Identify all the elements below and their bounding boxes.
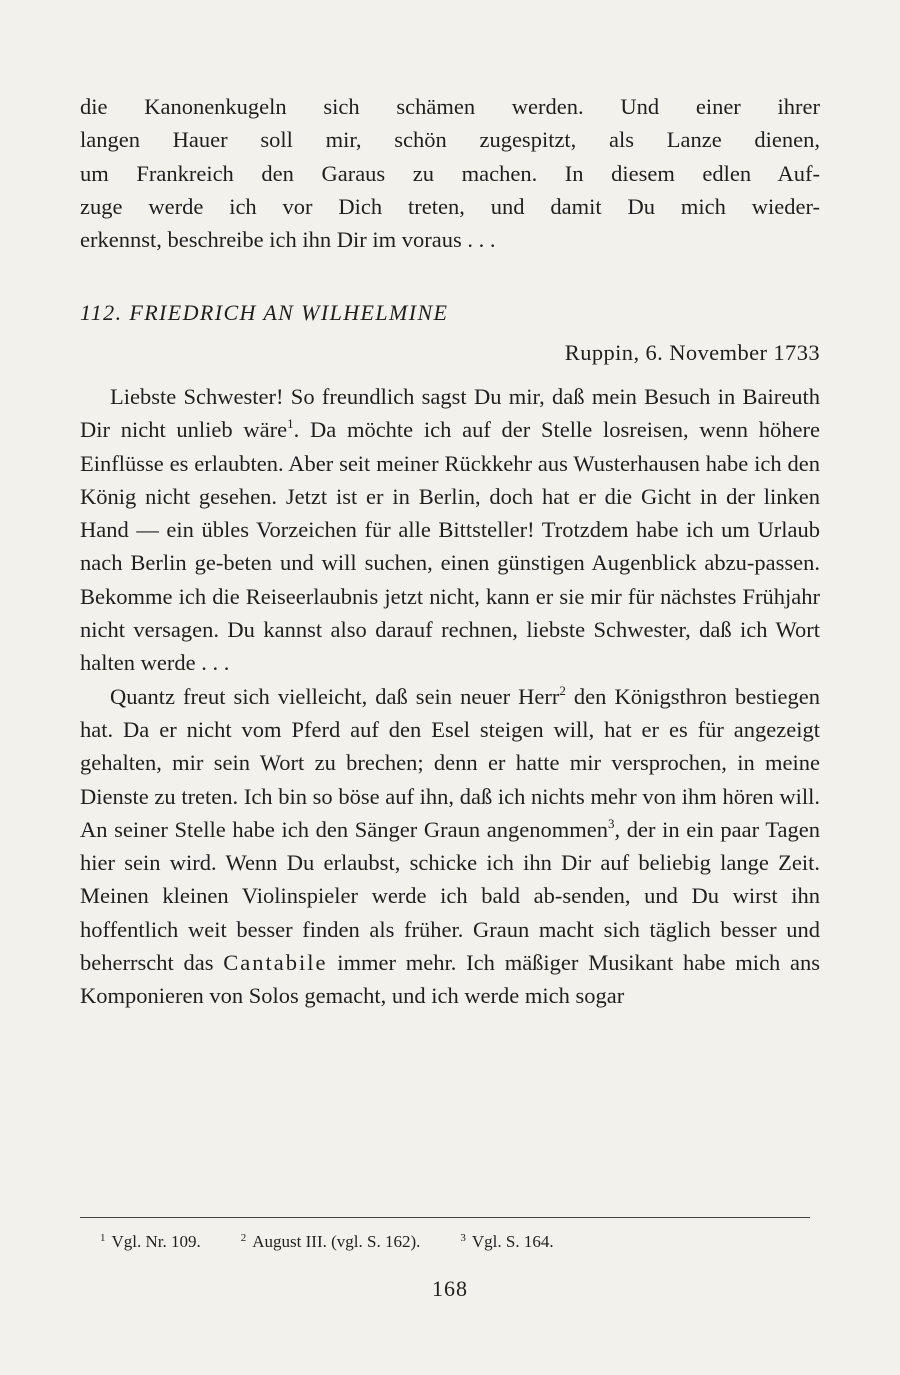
text-line: zuge werde ich vor Dich treten, und damit Du mich wieder- <box>80 193 820 219</box>
footnote-divider <box>80 1217 810 1218</box>
footnote-number: 3 <box>460 1232 466 1244</box>
letter-heading: 112. FRIEDRICH AN WILHELMINE <box>80 300 449 325</box>
text-line: erkennst, beschreibe ich ihn Dir im voraus . . . <box>80 227 496 253</box>
footnote-text: Vgl. Nr. 109. <box>111 1232 201 1251</box>
text-line: langen Hauer soll mir, schön zugespitzt, als Lanze dienen, <box>80 127 820 153</box>
paragraph <box>80 680 820 1013</box>
paragraph-text: immer mehr. Ich mäßiger Musikant habe mich ans Komponieren von Solos gemacht, und ich werde mich sogar <box>80 950 820 1009</box>
footnote <box>241 1232 421 1252</box>
page-number: 168 <box>432 1276 468 1301</box>
paragraph <box>80 380 820 680</box>
text-line: die Kanonenkugeln sich schämen werden. Und einer ihrer <box>80 94 820 119</box>
text-line: um Frankreich den Garaus zu machen. In diesem edlen Auf- <box>80 160 820 186</box>
intro-text <box>80 90 820 256</box>
footnote-number: 1 <box>100 1232 106 1244</box>
paragraph-text: den Königsthron bestiegen hat. Da er nicht vom Pferd auf den Esel steigen will, hat er es für angezeigt gehalten, mir sein Wort zu brechen; denn er hatte mir versprochen, in meine Dienste zu treten. Ich bin so böse auf ihn, daß ich nichts mehr von ihm hören will. An seiner Stelle habe ich den Sänger Graun angenommen <box>80 683 820 842</box>
paragraph-text: . Da möchte ich auf der Stelle losreisen, wenn höhere Einflüsse es erlaubten. Aber seit meiner Rückkehr aus Wusterhausen habe ich den König nicht gesehen. Jetzt ist er in Berlin, doch hat er die Gicht in der linken Hand — ein übles Vorzeichen für alle Bittsteller! Trotzdem habe ich um Urlaub nach Berlin ge-beten und will suchen, einen günstigen Augenblick abzu-passen. Bekomme ich die Reiseerlaubnis jetzt nicht, kann er sie mir für nächstes Frühjahr nicht versagen. Du kannst also darauf rechnen, liebste Schwester, daß ich Wort halten werde . . . <box>80 417 820 676</box>
footnote-text: August III. (vgl. S. 162). <box>252 1232 421 1251</box>
footnote-ref: 2 <box>559 682 566 698</box>
footnote-ref: 1 <box>287 416 294 432</box>
paragraph-text: Liebste Schwester! So freundlich sagst Du mir, daß mein Besuch in Baireuth Dir nicht unlieb wäre <box>80 384 820 443</box>
footnote <box>100 1232 201 1252</box>
letter-body <box>80 380 820 1013</box>
footnotes <box>100 1232 800 1252</box>
footnote <box>460 1232 553 1252</box>
paragraph-text: Quantz freut sich vielleicht, daß sein neuer Herr <box>110 683 560 709</box>
emphasized-word: Cantabile <box>223 950 328 976</box>
paragraph-text: , der in ein paar Tagen hier sein wird. Wenn Du erlaubst, schicke ich ihn Dir auf beliebig lange Zeit. Meinen kleinen Violinspieler werde ich bald ab-senden, und Du wirst ihn hoffentlich weit besser finden als früher. Graun macht sich täglich besser und beherrscht das <box>80 816 820 976</box>
footnote-number: 2 <box>240 1232 247 1244</box>
footnote-ref: 3 <box>607 815 615 831</box>
place-date: Ruppin, 6. November 1733 <box>564 340 820 365</box>
footnote-text: Vgl. S. 164. <box>471 1232 554 1251</box>
